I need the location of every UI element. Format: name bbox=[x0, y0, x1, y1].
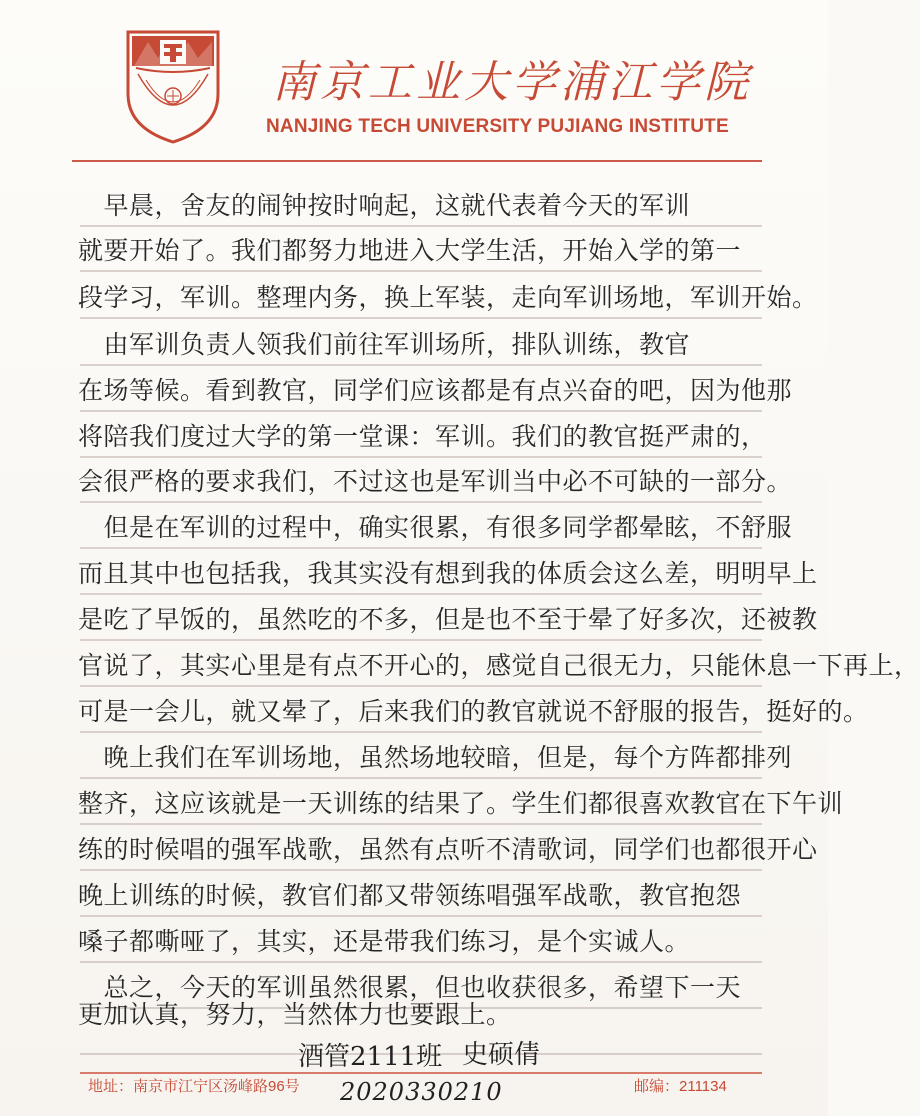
essay-line: 整齐，这应该就是一天训练的结果了。学生们都很喜欢教官在下午训 bbox=[78, 789, 844, 818]
essay-line: 就要开始了。我们都努力地进入大学生活，开始入学的第一 bbox=[78, 236, 742, 265]
essay-line: 官说了，其实心里是有点不开心的，感觉自己很无力，只能休息一下再上， bbox=[78, 651, 920, 680]
essay-line: 是吃了早饭的，虽然吃的不多，但是也不至于晕了好多次，还被教 bbox=[78, 605, 818, 634]
essay-line: 段学习，军训。整理内务，换上军装，走向军训场地，军训开始。 bbox=[78, 283, 818, 312]
essay-line: 可是一会儿，就又晕了，后来我们的教官就说不舒服的报告，挺好的。 bbox=[78, 697, 869, 726]
essay-line: 晚上我们在军训场地，虽然场地较暗，但是，每个方阵都排列 bbox=[78, 743, 793, 772]
signature-class: 酒管2111班 bbox=[298, 1042, 443, 1072]
student-id: 2020330210 bbox=[340, 1078, 503, 1106]
header-divider bbox=[72, 160, 762, 162]
footer-address: 地址：南京市江宁区汤峰路96号 bbox=[88, 1078, 300, 1095]
essay-line: 由军训负责人领我们前往军训场所，排队训练，教官 bbox=[78, 330, 691, 359]
essay-line: 嗓子都嘶哑了，其实，还是带我们练习，是个实诚人。 bbox=[78, 927, 691, 956]
university-name-english: NANJING TECH UNIVERSITY PUJIANG INSTITUTE bbox=[266, 116, 729, 137]
essay-line: 早晨，舍友的闹钟按时响起，这就代表着今天的军训 bbox=[78, 191, 691, 220]
university-name-chinese: 南京工业大学浦江学院 bbox=[272, 57, 752, 108]
essay-line: 总之，今天的军训虽然很累，但也收获很多，希望下一天 bbox=[78, 973, 742, 1002]
signature-name: 史硕倩 bbox=[462, 1040, 541, 1070]
essay-line: 但是在军训的过程中，确实很累，有很多同学都晕眩，不舒服 bbox=[78, 513, 793, 542]
essay-line: 晚上训练的时候，教官们都又带领练唱强军战歌，教官抱怨 bbox=[78, 881, 742, 910]
essay-line: 而且其中也包括我，我其实没有想到我的体质会这么差，明明早上 bbox=[78, 559, 818, 588]
essay-line: 将陪我们度过大学的第一堂课：军训。我们的教官挺严肃的， bbox=[78, 422, 767, 451]
essay-line: 会很严格的要求我们，不过这也是军训当中必不可缺的一部分。 bbox=[78, 467, 793, 496]
essay-line: 练的时候唱的强军战歌，虽然有点听不清歌词，同学们也都很开心 bbox=[78, 835, 818, 864]
footer-divider bbox=[80, 1072, 762, 1074]
footer-postcode: 邮编：211134 bbox=[634, 1078, 727, 1095]
university-seal-logo bbox=[124, 28, 222, 146]
essay-line: 在场等候。看到教官，同学们应该都是有点兴奋的吧，因为他那 bbox=[78, 376, 793, 405]
essay-line: 更加认真，努力，当然体力也要跟上。 bbox=[78, 1000, 512, 1029]
